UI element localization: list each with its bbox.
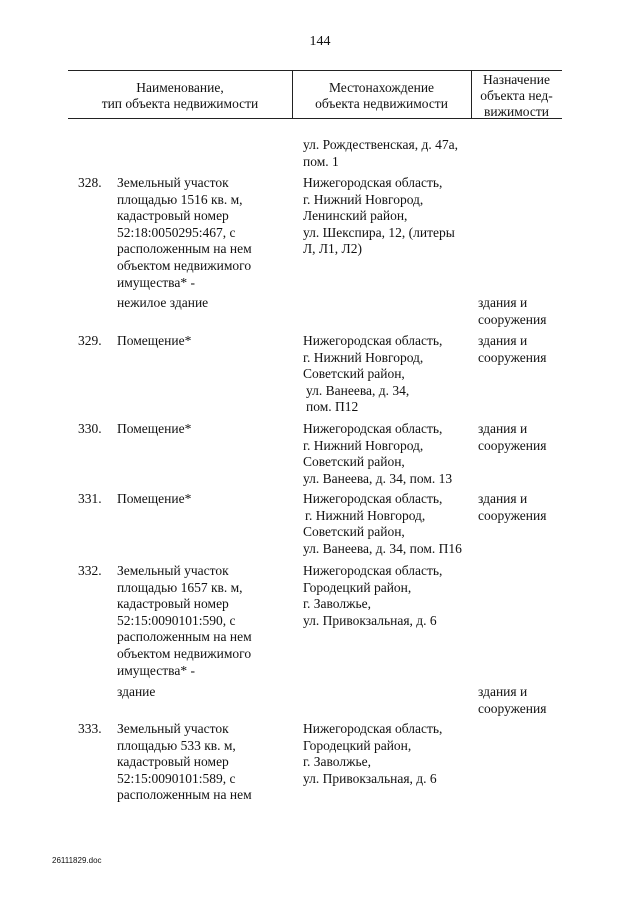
header-line: вижимости: [484, 104, 549, 119]
name-line: кадастровый номер: [117, 596, 229, 612]
sub-name-cell: здание: [117, 684, 156, 699]
location-cell: [303, 175, 471, 258]
name-line: 52:15:0090101:589, с: [117, 770, 236, 786]
name-cell: [117, 175, 292, 291]
location-line: г. Заволжье,: [303, 754, 371, 770]
purpose-cell: [478, 421, 568, 454]
purpose-line: сооружения: [478, 437, 547, 453]
location-line: ул. Привокзальная, д. 6: [303, 612, 437, 628]
location-cell: [303, 491, 471, 557]
name-cell: [117, 563, 292, 679]
purpose-line: здания и: [478, 421, 528, 436]
purpose-cell: [478, 295, 568, 328]
document-footer: 26111829.doc: [52, 856, 102, 865]
location-line: ул. Ванеева, д. 34,: [306, 382, 410, 398]
purpose-line: здания и: [478, 333, 528, 348]
row-number: 329.: [78, 333, 102, 348]
location-line: ул. Рождественская, д. 47а,: [303, 137, 458, 152]
header-location: [292, 80, 471, 112]
header-line: тип объекта недвижимости: [101, 96, 259, 111]
location-line: Нижегородская область,: [303, 491, 443, 506]
location-line: г. Заволжье,: [303, 596, 371, 612]
name-line: расположенным на нем: [117, 787, 252, 803]
header-line: Назначение: [483, 72, 550, 87]
location-line: Советский район,: [303, 366, 405, 382]
name-cell: [117, 491, 292, 508]
header-name-type: [68, 80, 292, 112]
name-line: площадью 533 кв. м,: [117, 737, 236, 753]
name-line: площадью 1516 кв. м,: [117, 191, 243, 207]
location-line: ул. Шекспира, 12, (литеры: [303, 224, 455, 240]
row-number: 331.: [78, 491, 102, 506]
sub-name-cell: нежилое здание: [117, 295, 209, 310]
name-line: 52:18:0050295:467, с: [117, 224, 236, 240]
name-line: Земельный участок: [117, 563, 229, 578]
row-number: 328.: [78, 175, 102, 190]
location-line: г. Нижний Новгород,: [305, 507, 426, 523]
name-line: расположенным на нем: [117, 241, 252, 257]
name-line: Помещение*: [117, 491, 192, 506]
purpose-line: сооружения: [478, 349, 547, 365]
name-cell: [117, 333, 292, 350]
location-line: ул. Ванеева, д. 34, пом. П16: [303, 540, 462, 556]
location-cell: [303, 421, 471, 487]
name-line: имущества* -: [117, 274, 195, 290]
location-line: Нижегородская область,: [303, 175, 443, 190]
page-number: 144: [309, 34, 331, 49]
location-line: Советский район,: [303, 524, 405, 540]
location-line: пом. 1: [303, 153, 339, 169]
location-cell: [303, 721, 471, 787]
header-line: объекта нед-: [480, 88, 553, 103]
location-line: пом. П12: [306, 399, 359, 415]
location-line: г. Нижний Новгород,: [303, 191, 424, 207]
name-line: площадью 1657 кв. м,: [117, 579, 243, 595]
purpose-line: здания и: [478, 491, 528, 506]
name-line: 52:15:0090101:590, с: [117, 612, 236, 628]
purpose-line: сооружения: [478, 507, 547, 523]
location-cell: [303, 563, 471, 629]
name-line: объектом недвижимого: [117, 257, 252, 273]
name-cell: [117, 721, 292, 804]
header-line: объекта недвижимости: [315, 96, 448, 111]
location-line: Ленинский район,: [303, 208, 408, 224]
purpose-cell: [478, 684, 568, 717]
purpose-cell: [478, 333, 568, 366]
name-line: объектом недвижимого: [117, 645, 252, 661]
location-line: ул. Привокзальная, д. 6: [303, 770, 437, 786]
location-line: Нижегородская область,: [303, 333, 443, 348]
location-line: Советский район,: [303, 454, 405, 470]
location-line: Нижегородская область,: [303, 421, 443, 436]
name-line: кадастровый номер: [117, 208, 229, 224]
location-line: г. Нижний Новгород,: [303, 437, 424, 453]
location-line: ул. Ванеева, д. 34, пом. 13: [303, 470, 453, 486]
location-line: Городецкий район,: [303, 579, 412, 595]
name-line: расположенным на нем: [117, 629, 252, 645]
location-line: г. Нижний Новгород,: [303, 349, 424, 365]
name-line: Помещение*: [117, 421, 192, 436]
location-cell: [303, 333, 471, 416]
name-line: имущества* -: [117, 662, 195, 678]
name-line: Помещение*: [117, 333, 192, 348]
location-line: Нижегородская область,: [303, 563, 443, 578]
purpose-line: здания и: [478, 684, 528, 699]
location-line: Городецкий район,: [303, 737, 412, 753]
header-line: Наименование,: [136, 80, 224, 95]
row-number: 330.: [78, 421, 102, 436]
location-cell: [303, 137, 471, 170]
table-header-top-rule: [68, 70, 562, 71]
name-line: кадастровый номер: [117, 754, 229, 770]
purpose-line: здания и: [478, 295, 528, 310]
location-line: Л, Л1, Л2): [303, 241, 362, 257]
purpose-line: сооружения: [478, 311, 547, 327]
name-line: Земельный участок: [117, 721, 229, 736]
row-number: 332.: [78, 563, 102, 578]
location-line: Нижегородская область,: [303, 721, 443, 736]
name-line: Земельный участок: [117, 175, 229, 190]
name-cell: [117, 421, 292, 438]
row-number: 333.: [78, 721, 102, 736]
purpose-line: сооружения: [478, 700, 547, 716]
header-purpose: [471, 72, 562, 120]
purpose-cell: [478, 491, 568, 524]
header-line: Местонахождение: [328, 80, 435, 95]
